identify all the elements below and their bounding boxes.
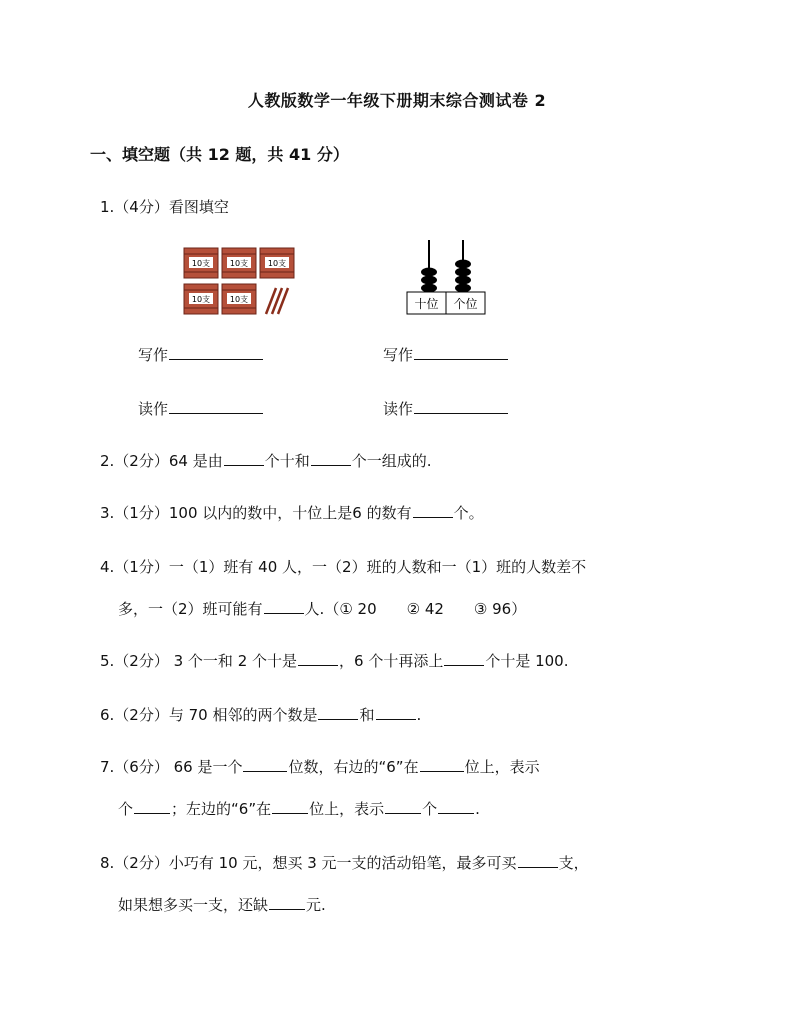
question-7-text: 位上，表示 <box>309 800 385 818</box>
bundle-label: 10支 <box>191 259 211 268</box>
question-1 <box>100 196 229 217</box>
question-6-text: . <box>416 706 422 724</box>
read-label: 读作 <box>383 400 414 418</box>
bundle <box>222 284 256 314</box>
question-6-text: 和 <box>359 706 375 724</box>
answer-blank[interactable] <box>420 756 464 772</box>
answer-blank[interactable] <box>318 704 358 720</box>
question-5-text: 5.（2分） 3 个一和 2 个十是 <box>100 652 298 670</box>
question-2 <box>100 450 432 471</box>
question-1-text: 1.（4分）看图填空 <box>100 198 229 216</box>
abacus-ones-label: 个位 <box>453 297 478 311</box>
question-5-text: 个十是 100. <box>485 652 569 670</box>
question-7-text: 个 <box>422 800 438 818</box>
abacus-tens-label: 十位 <box>414 297 439 311</box>
read-blank-left <box>138 398 264 419</box>
question-5-text: ，6 个十再添上 <box>339 652 444 670</box>
question-2-text: 2.（2分）64 是由 <box>100 452 223 470</box>
question-7-text: . <box>475 800 480 818</box>
question-7-text: 位上，表示 <box>464 758 540 776</box>
question-2-text: 个一组成的. <box>351 452 432 470</box>
write-blank-right <box>383 344 509 365</box>
question-5 <box>100 650 569 671</box>
write-blank-left <box>138 344 264 365</box>
question-4-line-1 <box>100 556 586 577</box>
answer-blank[interactable] <box>169 344 263 360</box>
answer-blank[interactable] <box>264 598 304 614</box>
answer-blank[interactable] <box>413 502 453 518</box>
question-8-line-1 <box>100 852 589 873</box>
answer-blank[interactable] <box>298 650 338 666</box>
answer-blank[interactable] <box>385 798 421 814</box>
stick-bundles-figure <box>180 244 300 324</box>
question-7-line-2 <box>118 798 480 819</box>
question-7-text: 7.（6分） 66 是一个 <box>100 758 243 776</box>
answer-blank[interactable] <box>518 852 558 868</box>
answer-blank[interactable] <box>224 450 264 466</box>
answer-blank[interactable] <box>243 756 287 772</box>
answer-blank[interactable] <box>414 344 508 360</box>
question-4-text: 多，一（2）班可能有 <box>118 600 263 618</box>
question-8-text: 如果想多买一支，还缺 <box>118 896 269 914</box>
page-title: 人教版数学一年级下册期末综合测试卷 2 <box>247 91 547 110</box>
question-8-text: 元. <box>306 896 326 914</box>
bundle <box>260 248 294 278</box>
abacus-figure <box>405 236 487 316</box>
answer-blank[interactable] <box>311 450 351 466</box>
answer-blank[interactable] <box>414 398 508 414</box>
question-3 <box>100 502 484 523</box>
bundle <box>184 284 218 314</box>
write-label: 写作 <box>138 346 169 364</box>
bundle-label: 10支 <box>229 295 249 304</box>
question-8-text: 8.（2分）小巧有 10 元，想买 3 元一支的活动铅笔，最多可买 <box>100 854 517 872</box>
answer-blank[interactable] <box>169 398 263 414</box>
answer-blank[interactable] <box>376 704 416 720</box>
question-7-text: 个 <box>118 800 134 818</box>
read-label: 读作 <box>138 400 169 418</box>
question-7-text: 位数，右边的“6”在 <box>288 758 419 776</box>
answer-blank[interactable] <box>272 798 308 814</box>
question-6 <box>100 704 421 725</box>
question-4-options: 人.（① 20 ② 42 ③ 96） <box>304 600 527 618</box>
question-4-line-2 <box>118 598 526 619</box>
question-7-text: ；左边的“6”在 <box>171 800 272 818</box>
bundle <box>184 248 218 278</box>
question-2-text: 个十和 <box>264 452 310 470</box>
answer-blank[interactable] <box>438 798 474 814</box>
question-3-text: 个。 <box>453 504 484 522</box>
answer-blank[interactable] <box>444 650 484 666</box>
bundle-label: 10支 <box>229 259 249 268</box>
question-4-text: 4.（1分）一（1）班有 40 人，一（2）班的人数和一（1）班的人数差不 <box>100 558 587 576</box>
question-7-line-1 <box>100 756 540 777</box>
bundle-label: 10支 <box>267 259 287 268</box>
bundle-label: 10支 <box>191 295 211 304</box>
question-3-text: 3.（1分）100 以内的数中，十位上是6 的数有 <box>100 504 412 522</box>
write-label: 写作 <box>383 346 414 364</box>
question-8-line-2 <box>118 894 326 915</box>
bundle <box>222 248 256 278</box>
section-heading: 一、填空题（共 12 题，共 41 分） <box>90 145 349 164</box>
answer-blank[interactable] <box>269 894 305 910</box>
read-blank-right <box>383 398 509 419</box>
loose-sticks <box>266 288 288 314</box>
question-6-text: 6.（2分）与 70 相邻的两个数是 <box>100 706 318 724</box>
answer-blank[interactable] <box>134 798 170 814</box>
question-8-text: 支， <box>558 854 589 872</box>
